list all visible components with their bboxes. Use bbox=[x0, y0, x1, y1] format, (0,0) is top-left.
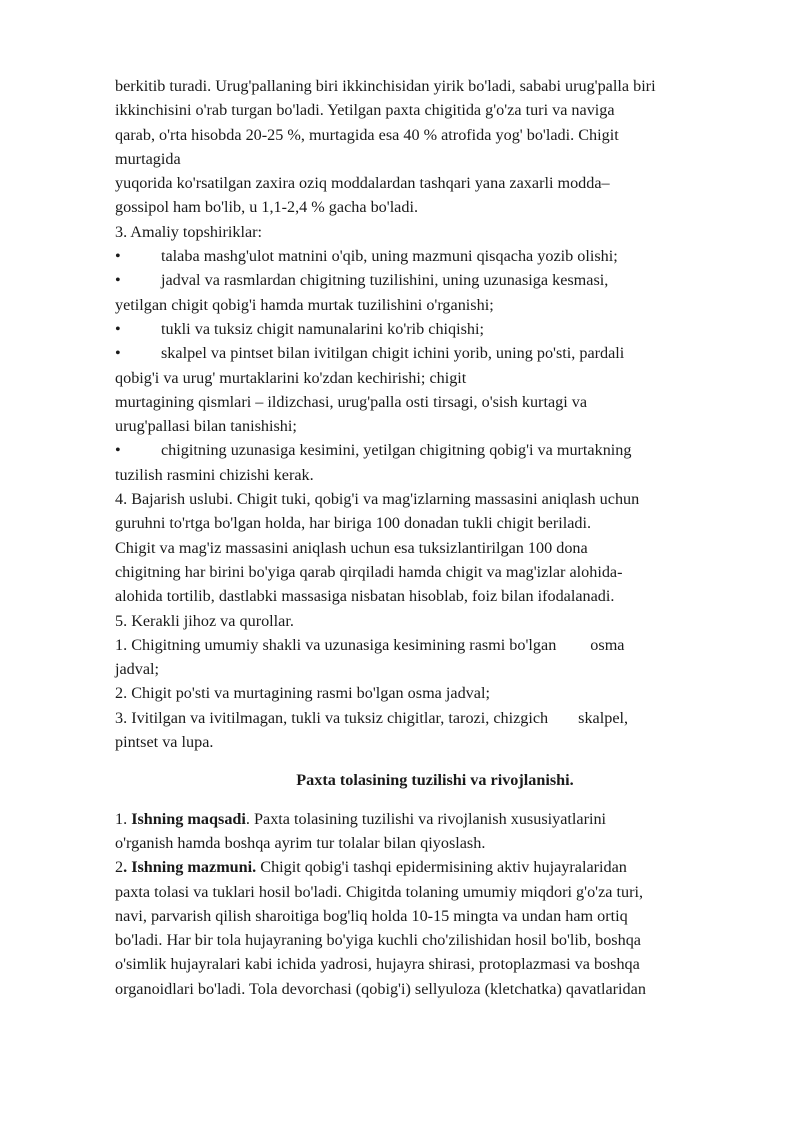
purpose-text: . Paxta tolasining tuzilishi va rivojlanish xususiyatlarini bbox=[245, 809, 607, 828]
document-page bbox=[115, 74, 755, 1001]
text-line: chigitning har birini bo'yiga qarab qirqiladi hamda chigit va mag'izlar alohida- bbox=[115, 562, 623, 581]
bullet-marker: • bbox=[115, 247, 121, 266]
bullet-item bbox=[115, 244, 755, 268]
bullet-item bbox=[115, 317, 755, 341]
bullet-text: skalpel va pintset bilan ivitilgan chigit ichini yorib, uning po'sti, pardali bbox=[161, 344, 625, 363]
bullet-text: talaba mashg'ulot matnini o'qib, uning mazmuni qisqacha yozib olishi; bbox=[161, 247, 618, 266]
bullet-continuation: qobig'i va urug' murtaklarini ko'zdan kechirishi; chigit bbox=[115, 368, 467, 387]
bullet-item bbox=[115, 268, 755, 292]
equipment-continuation: pintset va lupa. bbox=[115, 733, 214, 752]
content-line bbox=[115, 855, 755, 879]
text-line: yuqorida ko'rsatilgan zaxira oziq moddalardan tashqari yana zaxarli modda– bbox=[115, 174, 610, 193]
item-number: 1. bbox=[115, 809, 132, 828]
text-line: Chigit va mag'iz massasini aniqlash uchun esa tuksizlantirilgan 100 dona bbox=[115, 538, 588, 557]
bullet-marker: • bbox=[115, 319, 121, 338]
text-line: o'simlik hujayralari kabi ichida yadrosi, hujayra shirasi, protoplazmasi va boshqa bbox=[115, 955, 640, 974]
text-line: paxta tolasi va tuklari hosil bo'ladi. Chigitda tolaning umumiy miqdori g'o'za turi, bbox=[115, 882, 644, 901]
bold-label: Ishning maqsadi bbox=[131, 809, 246, 828]
text-line: murtagida bbox=[115, 149, 181, 168]
equipment-text: 1. Chigitning umumiy shakli va uzunasiga kesimining rasmi bo'lgan bbox=[115, 635, 557, 654]
text-line: ikkinchisini o'rab turgan bo'ladi. Yetilgan paxta chigitida g'o'za turi va naviga bbox=[115, 101, 615, 120]
equipment-item bbox=[115, 706, 755, 730]
item-number: 2 bbox=[115, 858, 124, 877]
text-line: guruhni to'rtga bo'lgan holda, har biriga 100 donadan tukli chigit beriladi. bbox=[115, 514, 592, 533]
bullet-marker: • bbox=[115, 271, 121, 290]
text-line: gossipol ham bo'lib, u 1,1-2,4 % gacha bo'ladi. bbox=[115, 198, 419, 217]
bullet-item bbox=[115, 438, 755, 462]
bullet-continuation: yetilgan chigit qobig'i hamda murtak tuzilishini o'rganishi; bbox=[115, 295, 494, 314]
bullet-text: jadval va rasmlardan chigitning tuzilishini, uning uzunasiga kesmasi, bbox=[161, 271, 609, 290]
bullet-marker: • bbox=[115, 344, 121, 363]
content-text: Chigit qobig'i tashqi epidermisining aktiv hujayralaridan bbox=[256, 858, 627, 877]
equipment-item: 2. Chigit po'sti va murtagining rasmi bo'lgan osma jadval; bbox=[115, 684, 490, 703]
section-title: 5. Kerakli jihoz va qurollar. bbox=[115, 611, 294, 630]
bullet-continuation: murtagining qismlari – ildizchasi, urug'palla osti tirsagi, o'sish kurtagi va bbox=[115, 392, 588, 411]
bold-label: . Ishning mazmuni. bbox=[123, 858, 257, 877]
bullet-text: chigitning uzunasiga kesimini, yetilgan chigitning qobig'i va murtakning bbox=[161, 441, 632, 460]
bullet-item bbox=[115, 341, 755, 365]
text-line: berkitib turadi. Urug'pallaning biri ikkinchisidan yirik bo'ladi, sababi urug'palla biri bbox=[115, 77, 656, 95]
text-line: o'rganish hamda boshqa ayrim tur tolalar bilan qiyoslash. bbox=[115, 833, 486, 852]
equipment-text: skalpel, bbox=[578, 708, 629, 727]
text-line: 4. Bajarish uslubi. Chigit tuki, qobig'i va mag'izlarning massasini aniqlash uchun bbox=[115, 490, 640, 509]
bullet-marker: • bbox=[115, 441, 121, 460]
text-line: organoidlari bo'ladi. Tola devorchasi (qobig'i) sellyuloza (kletchatka) qavatlaridan bbox=[115, 979, 646, 998]
text-line: qarab, o'rta hisobda 20-25 %, murtagida esa 40 % atrofida yog' bo'ladi. Chigit bbox=[115, 125, 619, 144]
equipment-text: 3. Ivitilgan va ivitilmagan, tukli va tuksiz chigitlar, tarozi, chizgich bbox=[115, 708, 549, 727]
section-heading: Paxta tolasining tuzilishi va rivojlanishi. bbox=[296, 771, 574, 790]
bullet-continuation: urug'pallasi bilan tanishishi; bbox=[115, 417, 297, 436]
section-title: 3. Amaliy topshiriklar: bbox=[115, 222, 263, 241]
equipment-text: osma bbox=[590, 635, 625, 654]
bullet-continuation: tuzilish rasmini chizishi kerak. bbox=[115, 465, 314, 484]
bullet-text: tukli va tuksiz chigit namunalarini ko'rib chiqishi; bbox=[161, 319, 485, 338]
text-line: bo'ladi. Har bir tola hujayraning bo'yiga kuchli cho'zilishidan hosil bo'lib, boshqa bbox=[115, 931, 641, 950]
equipment-continuation: jadval; bbox=[115, 660, 160, 679]
equipment-item bbox=[115, 633, 755, 657]
purpose-line bbox=[115, 807, 755, 831]
text-line: navi, parvarish qilish sharoitiga bog'liq holda 10-15 mingta va undan ham ortiq bbox=[115, 906, 628, 925]
text-line: alohida tortilib, dastlabki massasiga nisbatan hisoblab, foiz bilan ifodalanadi. bbox=[115, 587, 615, 606]
